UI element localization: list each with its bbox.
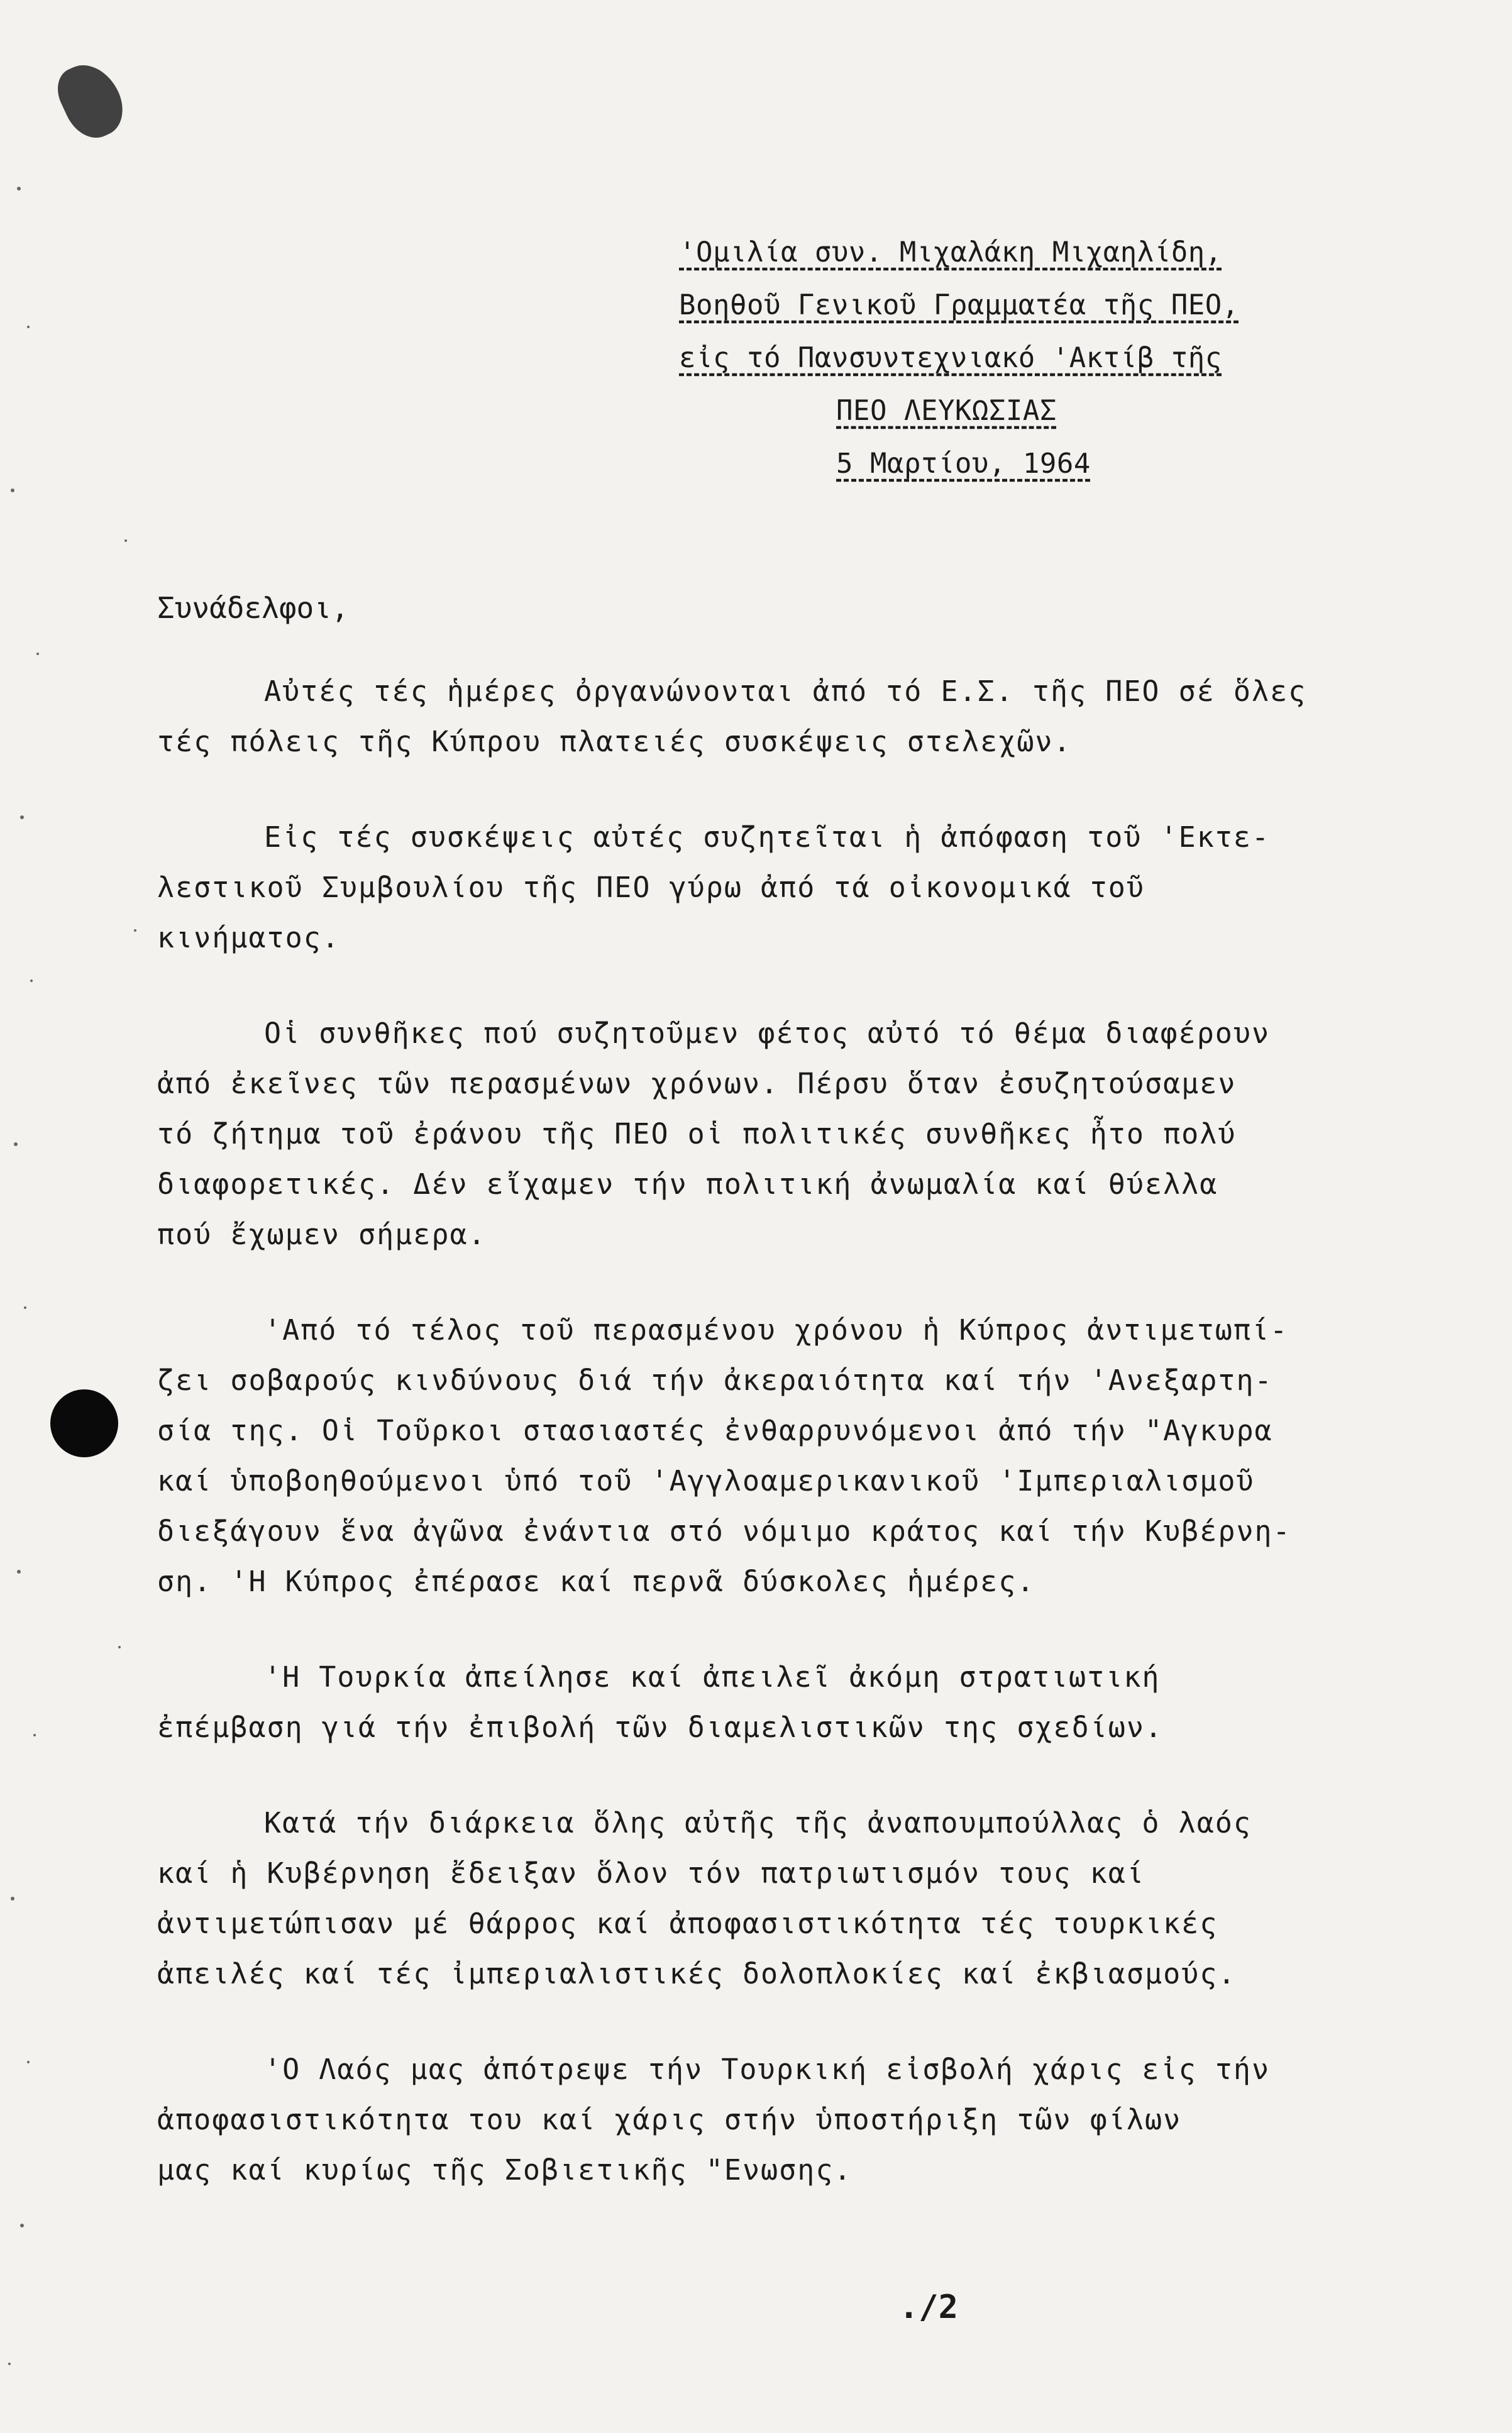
- text-line: ση. 'Η Κύπρος ἐπέρασε καί περνᾶ δύσκολες ἡμέρες.: [157, 1565, 1035, 1598]
- paragraph: [157, 1798, 1389, 1999]
- paragraph: [157, 1305, 1389, 1607]
- text-line: Εἰς τές συσκέψεις αὐτές συζητεῖται ἡ ἀπόφαση τοῦ 'Εκτε-: [264, 820, 1271, 854]
- text-line: διεξάγουν ἕνα ἀγῶνα ἐνάντια στό νόμιμο κράτος καί τήν Κυβέρνη-: [157, 1514, 1291, 1548]
- text-line: σία της. Οἱ Τοῦρκοι στασιαστές ἐνθαρρυνόμενοι ἀπό τήν "Αγκυρα: [157, 1414, 1273, 1447]
- text-line: ἀντιμετώπισαν μέ θάρρος καί ἀποφασιστικότητα τές τουρκικές: [157, 1907, 1218, 1940]
- header-line-role: Βοηθοῦ Γενικοῦ Γραμματέα τῆς ΠΕΟ,: [679, 289, 1239, 321]
- header-line-location: ΠΕΟ ΛΕΥΚΩΣΙΑΣ: [836, 395, 1057, 427]
- text-line: Κατά τήν διάρκεια ὅλης αὐτῆς τῆς ἀναπουμπούλλας ὁ λαός: [264, 1806, 1252, 1840]
- text-line: 'Ο Λαός μας ἀπότρεψε τήν Τουρκική εἰσβολή χάρις εἰς τήν: [264, 2053, 1271, 2086]
- text-line: μας καί κυρίως τῆς Σοβιετικῆς "Ενωσης.: [157, 2153, 853, 2187]
- text-line: ἀπειλές καί τές ἰμπεριαλιστικές δολοπλοκίες καί ἐκβιασμούς.: [157, 1957, 1237, 1990]
- salutation: Συνάδελφοι,: [157, 591, 349, 625]
- scan-noise: [0, 0, 163, 2433]
- text-line: ἀποφασιστικότητα του καί χάρις στήν ὑποστήριξη τῶν φίλων: [157, 2103, 1182, 2136]
- page-number: ./2: [899, 2288, 958, 2326]
- header-line-date: 5 Μαρτίου, 1964: [836, 448, 1091, 480]
- paragraph: [157, 1008, 1389, 1260]
- text-line: καί ὑποβοηθούμενοι ὑπό τοῦ 'Αγγλοαμερικανικοῦ 'Ιμπεριαλισμοῦ: [157, 1464, 1255, 1498]
- text-line: ζει σοβαρούς κινδύνους διά τήν ἀκεραιότητα καί τήν 'Ανεξαρτη-: [157, 1364, 1273, 1397]
- text-line: τό ζήτημα τοῦ ἐράνου τῆς ΠΕΟ οἱ πολιτικές συνθῆκες ἦτο πολύ: [157, 1117, 1237, 1150]
- text-line: πού ἔχωμεν σήμερα.: [157, 1218, 487, 1251]
- header-line-event: εἰς τό Πανσυντεχνιακό 'Ακτίβ τῆς: [679, 342, 1222, 374]
- speech-body: [157, 666, 1389, 2241]
- header-line-title: 'Ομιλία συν. Μιχαλάκη Μιχαηλίδη,: [679, 236, 1222, 268]
- text-line: 'Από τό τέλος τοῦ περασμένου χρόνου ἡ Κύπρος ἀντιμετωπί-: [264, 1313, 1289, 1347]
- text-line: ἀπό ἐκεῖνες τῶν περασμένων χρόνων. Πέρσυ ὅταν ἐσυζητούσαμεν: [157, 1067, 1237, 1100]
- text-line: διαφορετικές. Δέν εἴχαμεν τήν πολιτική ἀνωμαλία καί θύελλα: [157, 1167, 1218, 1201]
- text-line: Αὐτές τές ἡμέρες ὀργανώνονται ἀπό τό Ε.Σ. τῆς ΠΕΟ σέ ὅλες: [264, 675, 1307, 708]
- speech-header: [679, 226, 1364, 490]
- paragraph: [157, 2044, 1389, 2195]
- text-line: Οἱ συνθῆκες πού συζητοῦμεν φέτος αὐτό τό θέμα διαφέρουν: [264, 1017, 1271, 1050]
- text-line: ἐπέμβαση γιά τήν ἐπιβολή τῶν διαμελιστικῶν της σχεδίων.: [157, 1711, 1164, 1744]
- paragraph: [157, 666, 1389, 767]
- paragraph: [157, 1652, 1389, 1753]
- text-line: καί ἡ Κυβέρνηση ἔδειξαν ὅλον τόν πατριωτισμόν τους καί: [157, 1856, 1145, 1890]
- text-line: 'Η Τουρκία ἀπείλησε καί ἀπειλεῖ ἀκόμη στρατιωτική: [264, 1660, 1161, 1694]
- text-line: κινήματος.: [157, 921, 340, 954]
- paragraph: [157, 812, 1389, 963]
- text-line: τές πόλεις τῆς Κύπρου πλατειές συσκέψεις στελεχῶν.: [157, 725, 1072, 758]
- text-line: λεστικοῦ Συμβουλίου τῆς ΠΕΟ γύρω ἀπό τά οἰκονομικά τοῦ: [157, 871, 1145, 904]
